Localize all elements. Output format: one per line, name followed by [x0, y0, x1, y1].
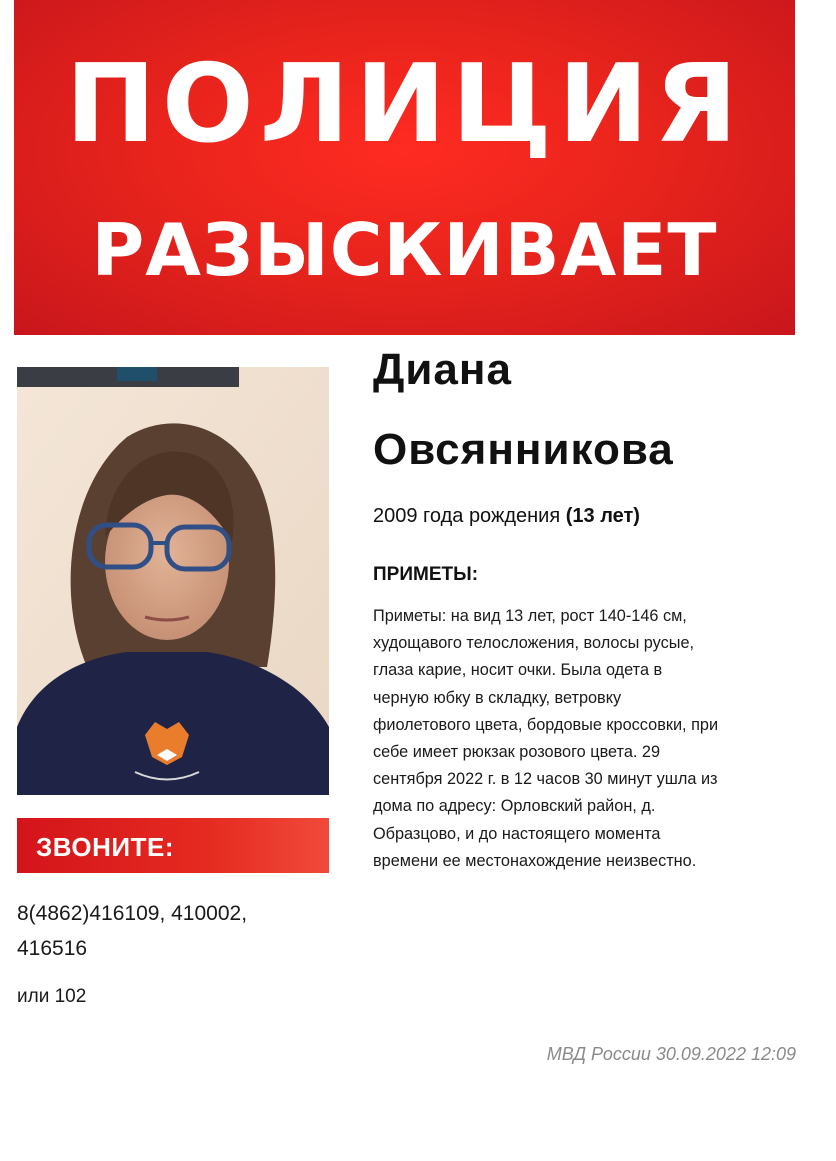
- phone-numbers-line-1: 8(4862)416109, 410002,: [17, 902, 248, 925]
- description-line: глаза карие, носит очки. Была одета в: [373, 661, 663, 680]
- description-line: черную юбку в складку, ветровку: [373, 688, 622, 707]
- description-line: времени ее местонахождение неизвестно.: [373, 851, 697, 870]
- last-name: Овсянникова: [373, 425, 674, 474]
- description-line: худощавого телосложения, волосы русые,: [373, 634, 695, 653]
- description-line: сентября 2022 г. в 12 часов 30 минут ушла из: [373, 770, 718, 789]
- description-line: себе имеет рюкзак розового цвета. 29: [373, 743, 661, 762]
- banner-title-searching: РАЗЫСКИВАЕТ: [91, 208, 718, 292]
- description-line: фиолетового цвета, бордовые кроссовки, при: [373, 715, 719, 734]
- source-footer: МВД России 30.09.2022 12:09: [546, 1044, 796, 1064]
- birth-year: 2009 года рождения: [373, 505, 566, 527]
- signs-description: [373, 603, 793, 875]
- banner-title-police: ПОЛИЦИЯ: [65, 42, 744, 167]
- first-name: Диана: [373, 345, 512, 394]
- age: (13 лет): [565, 505, 640, 527]
- wanted-banner: [14, 0, 795, 335]
- birth-info: [373, 505, 640, 528]
- photo-illustration: [17, 367, 329, 795]
- description-line: Образцово, и до настоящего момента: [373, 824, 661, 843]
- signs-heading: ПРИМЕТЫ:: [373, 564, 479, 585]
- call-banner: [17, 818, 329, 873]
- photo-watermark: МВД РОССИИ: [31, 1119, 288, 1160]
- call-heading: ЗВОНИТЕ:: [36, 832, 174, 862]
- description-line: дома по адресу: Орловский район, д.: [373, 797, 656, 816]
- description-line: Приметы: на вид 13 лет, рост 140-146 см,: [373, 607, 687, 625]
- alt-phone: или 102: [17, 986, 87, 1007]
- phone-numbers-line-2: 416516: [17, 937, 88, 960]
- phone-numbers: [17, 896, 307, 966]
